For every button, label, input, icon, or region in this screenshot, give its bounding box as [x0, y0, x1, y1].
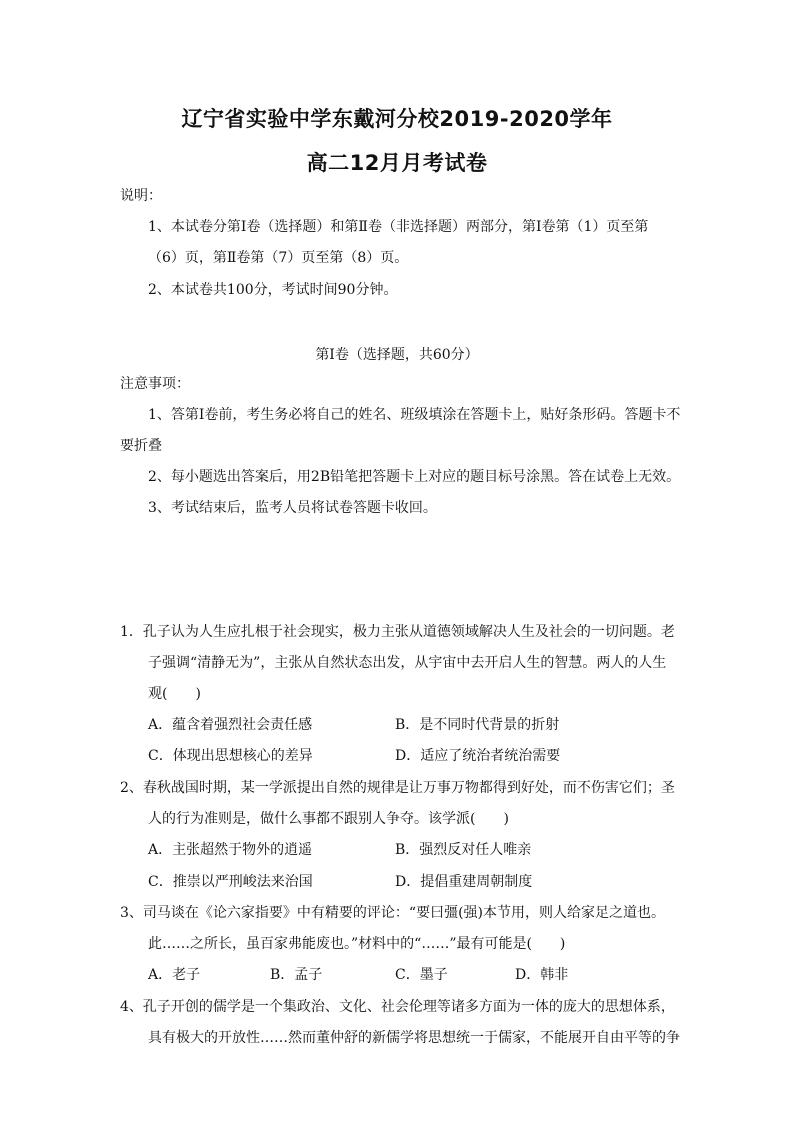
question-4-line: 4、孔子开创的儒学是一个集政治、文化、社会伦理等诸多方面为一体的庞大的思想体系， [120, 999, 675, 1015]
instruction-item-2: 2、本试卷共100分，考试时间90分钟。 [148, 282, 398, 298]
note-1: 1、答第Ⅰ卷前，考生务必将自己的姓名、班级填涂在答题卡上，贴好条形码。答题卡不 [148, 407, 681, 423]
question-3-option-c: C．墨子 [395, 967, 448, 983]
question-2-option-d: D．提倡重建周朝制度 [395, 874, 533, 890]
note-3: 3、考试结束后，监考人员将试卷答题卡收回。 [148, 500, 437, 516]
question-3-option-a: A．老子 [148, 967, 201, 983]
question-2-option-a: A．主张超然于物外的逍遥 [148, 842, 313, 858]
question-1-option-a: A．蕴含着强烈社会责任感 [148, 717, 313, 733]
question-3-option-d: D．韩非 [515, 967, 569, 983]
instructions-heading: 说明： [120, 188, 162, 204]
question-1-option-d: D．适应了统治者统治需要 [395, 748, 561, 764]
question-1-line: 子强调“清静无为”，主张从自然状态出发，从宇宙中去开启人生的智慧。两人的人生 [148, 655, 667, 671]
question-3-option-b: B．孟子 [270, 967, 323, 983]
question-1-option-b: B．是不同时代背景的折射 [395, 717, 560, 733]
question-2-option-b: B．强烈反对任人唯亲 [395, 842, 532, 858]
question-1-line: 观( ) [148, 686, 201, 702]
instruction-item-1-cont: （6）页，第Ⅱ卷第（7）页至第（8）页。 [148, 250, 409, 266]
question-1-line: 1．孔子认为人生应扎根于社会现实，极力主张从道德领域解决人生及社会的一切问题。老 [120, 624, 675, 640]
note-2: 2、每小题选出答案后，用2B铅笔把答题卡上对应的题目标号涂黑。答在试卷上无效。 [148, 469, 681, 485]
question-1-option-c: C．体现出思想核心的差异 [148, 748, 313, 764]
note-1-cont: 要折叠 [120, 438, 162, 454]
exam-title-line1: 辽宁省实验中学东戴河分校2019-2020学年 [181, 107, 613, 131]
question-3-line: 此……之所长，虽百家弗能废也。”材料中的“……”最有可能是( ) [148, 936, 566, 952]
instruction-item-1: 1、本试卷分第Ⅰ卷（选择题）和第Ⅱ卷（非选择题）两部分，第Ⅰ卷第（1）页至第 [148, 219, 649, 235]
question-4-line: 具有极大的开放性……然而董仲舒的新儒学将思想统一于儒家，不能展开自由平等的争 [148, 1030, 680, 1046]
question-2-option-c: C．推崇以严刑峻法来治国 [148, 874, 313, 890]
question-2-line: 人的行为准则是，做什么事都不跟别人争夺。该学派( ) [148, 811, 509, 827]
exam-title-line2: 高二12月月考试卷 [306, 151, 488, 175]
section-title: 第Ⅰ卷（选择题，共60分） [315, 347, 479, 363]
notes-heading: 注意事项： [120, 376, 190, 392]
question-2-line: 2、春秋战国时期，某一学派提出自然的规律是让万事万物都得到好处，而不伤害它们；圣 [120, 780, 675, 796]
question-3-line: 3、司马谈在《论六家指要》中有精要的评论：“要曰彊(强)本节用，则人给家足之道也。 [120, 905, 665, 921]
